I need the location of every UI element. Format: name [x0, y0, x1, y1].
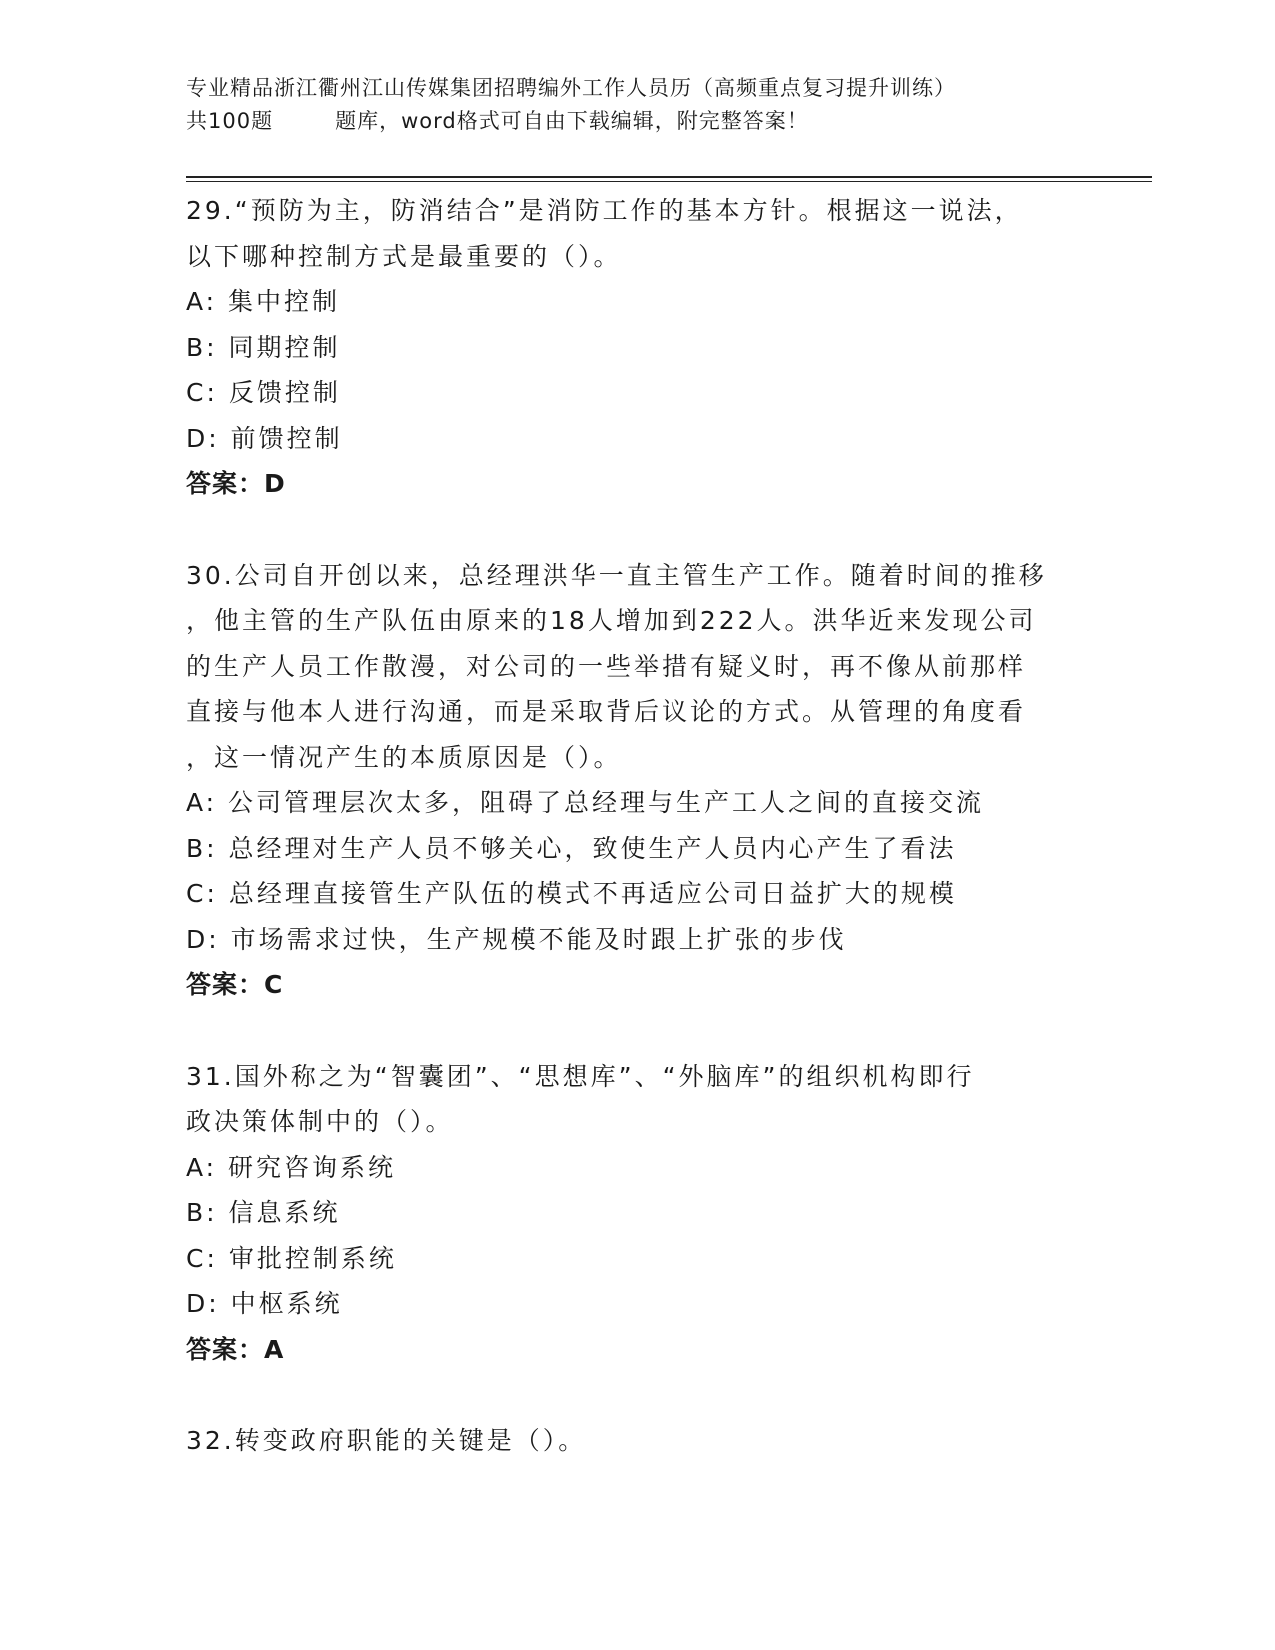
header-title-line: 专业精品浙江衢州江山传媒集团招聘编外工作人员历（高频重点复习提升训练）: [186, 76, 956, 100]
option-d: D: 市场需求过快，生产规模不能及时跟上扩张的步伐: [186, 924, 847, 954]
stem-line: 29.“预防为主，防消结合”是消防工作的基本方针。根据这一说法，: [186, 196, 1023, 225]
option-d: D: 中枢系统: [186, 1289, 343, 1318]
question-stem: [186, 1418, 1086, 1464]
stem-line: 以下哪种控制方式是最重要的（）。: [186, 241, 622, 271]
question-30: [186, 553, 1086, 1008]
option-b: B: 同期控制: [186, 332, 341, 362]
stem-line: 31.国外称之为“智囊团”、“思想库”、“外脑库”的组织机构即行: [186, 1061, 975, 1091]
header-description: 题库，word格式可自由下载编辑，附完整答案！: [335, 109, 809, 133]
answer: 答案：C: [186, 970, 284, 999]
question-list: [186, 188, 1086, 1464]
header-divider-thick: [186, 176, 1152, 178]
option-a: A: 集中控制: [186, 287, 341, 316]
option-c: C: 审批控制系统: [186, 1243, 397, 1273]
document-header: [186, 72, 1146, 138]
header-subtitle-line: [186, 105, 1146, 138]
stem-line: 32.转变政府职能的关键是（）。: [186, 1426, 587, 1455]
header-question-count: 共100题: [186, 109, 274, 133]
stem-line: 30.公司自开创以来，总经理洪华一直主管生产工作。随着时间的推移: [186, 560, 1047, 590]
option-c: C: 反馈控制: [186, 378, 341, 407]
stem-line: ，这一情况产生的本质原因是（）。: [186, 742, 622, 772]
question-stem: [186, 1054, 1086, 1145]
stem-line: 政决策体制中的（）。: [186, 1107, 454, 1136]
option-b: B: 信息系统: [186, 1198, 341, 1227]
question-31: [186, 1054, 1086, 1373]
option-c: C: 总经理直接管生产队伍的模式不再适应公司日益扩大的规模: [186, 879, 957, 908]
header-divider-thin: [186, 181, 1152, 182]
option-b: B: 总经理对生产人员不够关心，致使生产人员内心产生了看法: [186, 833, 957, 863]
option-a: A: 公司管理层次太多，阻碍了总经理与生产工人之间的直接交流: [186, 788, 985, 817]
stem-line: ，他主管的生产队伍由原来的18人增加到222人。洪华近来发现公司: [186, 606, 1037, 635]
stem-line: 直接与他本人进行沟通，而是采取背后议论的方式。从管理的角度看: [186, 697, 1027, 726]
question-stem: [186, 553, 1086, 781]
question-29: [186, 188, 1086, 507]
answer: 答案：A: [186, 1334, 285, 1364]
answer: 答案：D: [186, 469, 286, 498]
stem-line: 的生产人员工作散漫，对公司的一些举措有疑义时，再不像从前那样: [186, 651, 1027, 681]
question-stem: [186, 188, 1086, 279]
option-a: A: 研究咨询系统: [186, 1152, 397, 1182]
question-32: [186, 1418, 1086, 1464]
option-d: D: 前馈控制: [186, 423, 343, 453]
